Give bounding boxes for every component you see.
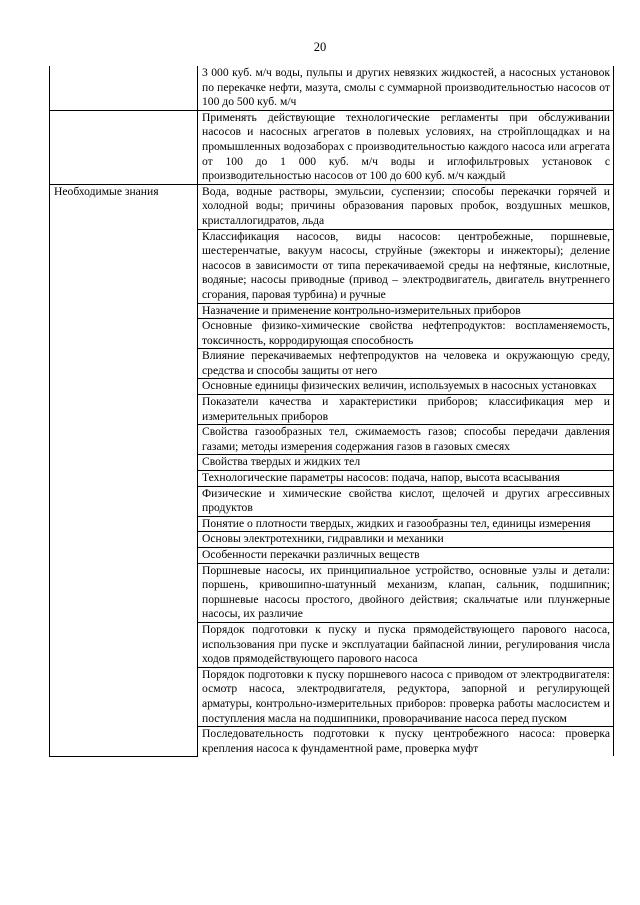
section-label-required-knowledge: Необходимые знания — [50, 184, 198, 756]
row-text: Основы электротехники, гидравлики и механики — [198, 532, 614, 548]
row-label — [50, 66, 198, 110]
page-number: 20 — [313, 40, 327, 54]
table-row — [50, 184, 614, 229]
row-text: Назначение и применение контрольно-измерительных приборов — [198, 303, 614, 319]
row-label — [50, 110, 198, 184]
row-text: Особенности перекачки различных веществ — [198, 548, 614, 564]
row-text: Применять действующие технологические регламенты при обслуживании насосов и насосных агрегатов в полевых условиях, на стройплощадках и на промышленных водозаборах с производительностью каждого насоса или агрегата от 100 до 1 000 куб. м/ч воды и иглофильтровых установок с производительностью насосов от 100 до 600 куб. м/ч каждый — [198, 110, 614, 184]
row-text: Последовательность подготовки к пуску центробежного насоса: проверка крепления насоса к фундаментной раме, проверка муфт — [198, 727, 614, 757]
qualification-table — [49, 66, 614, 757]
row-text: Физические и химические свойства кислот, щелочей и других агрессивных продуктов — [198, 486, 614, 516]
row-text: Свойства твердых и жидких тел — [198, 455, 614, 471]
table-row — [50, 110, 614, 184]
row-text: Свойства газообразных тел, сжимаемость газов; способы передачи давления газами; методы измерения содержания газов в газовых смесях — [198, 425, 614, 455]
row-text: Порядок подготовки к пуску поршневого насоса с приводом от электродвигателя: осмотр насоса, электродвигателя, редуктора, запорной и регулирующей арматуры, контрольно-измерительных приборов: проверка работы маслосистем и поступления масла на подшипники, проворачивание насоса перед пуском — [198, 667, 614, 726]
row-text: Технологические параметры насосов: подача, напор, высота всасывания — [198, 471, 614, 487]
row-text: Поршневые насосы, их принципиальное устройство, основные узлы и детали: поршень, кривошипно-шатунный механизм, клапан, сальник, подшипник; поршневые насосы простого, двойного действия; скальчатые или плунжерные насосы, их различие — [198, 563, 614, 622]
row-text: Основные физико-химические свойства нефтепродуктов: воспламеняемость, токсичность, корродирующая способность — [198, 319, 614, 349]
row-text: Показатели качества и характеристики приборов; классификация мер и измерительных приборов — [198, 395, 614, 425]
row-text: Порядок подготовки к пуску и пуска прямодействующего парового насоса, использования при пуске и эксплуатации байпасной линии, регулирования числа ходов прямодействующего парового насоса — [198, 622, 614, 667]
row-text: 3 000 куб. м/ч воды, пульпы и других невязких жидкостей, а насосных установок по перекачке нефти, мазута, смолы с суммарной производительностью насосов от 100 до 500 куб. м/ч — [198, 66, 614, 110]
table-row — [50, 66, 614, 110]
row-text: Понятие о плотности твердых, жидких и газообразны тел, единицы измерения — [198, 516, 614, 532]
row-text: Влияние перекачиваемых нефтепродуктов на человека и окружающую среду, средства и способы защиты от него — [198, 349, 614, 379]
row-text: Вода, водные растворы, эмульсии, суспензии; способы перекачки горячей и холодной воды; причины образования паровых пробок, воздушных мешков, кристаллогидратов, льда — [198, 184, 614, 229]
row-text: Основные единицы физических величин, используемых в насосных установках — [198, 379, 614, 395]
row-text: Классификация насосов, виды насосов: центробежные, поршневые, шестеренчатые, вакуум насосы, струйные (эжекторы и инжекторы); деление насосов в зависимости от типа перекачиваемой среды на нефтяные, кислотные, водяные; насосы приводные (привод – электродвигатель, двигатель внутреннего сгорания, паровая турбина) и ручные — [198, 229, 614, 303]
